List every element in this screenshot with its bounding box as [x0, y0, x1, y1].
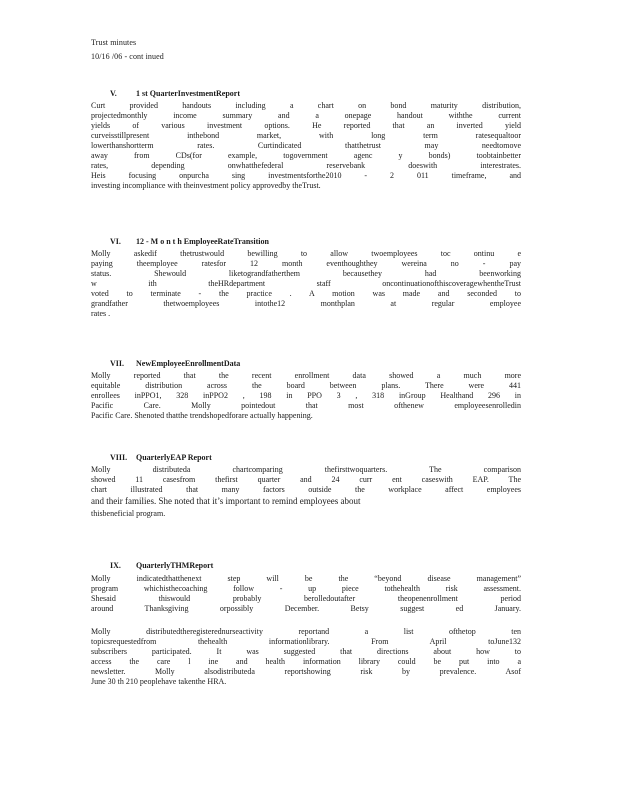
- paragraph-line: rates .: [91, 309, 111, 319]
- paragraph-line: chart illustrated that many factors outside the workplace affect employees: [91, 485, 521, 495]
- paragraph-line: subscribers participated. It was suggested that directions about how to: [91, 647, 521, 657]
- paragraph-line: grandfather thetwoemployees intothe12 monthplan at regular employee: [91, 299, 521, 309]
- section-rate-transition: [91, 236, 521, 319]
- paragraph-line: Molly distributeda chartcomparing thefirsttwoquarters. The comparison: [91, 465, 521, 474]
- paragraph-line: thisbeneficial program.: [91, 509, 166, 519]
- paragraph-line: paying theemployee ratesfor 12 month eventhoughthey wereina no - pay: [91, 259, 521, 269]
- section-paragraph: [91, 249, 521, 319]
- section-paragraph: [91, 101, 521, 191]
- paragraph-line: Molly indicatedthatthenext step will be the “beyond disease management”: [91, 574, 521, 583]
- paragraph-line: program whichisthecoaching follow - up piece tothehealth risk assessment.: [91, 584, 521, 593]
- section-number: VII.: [110, 359, 125, 368]
- section-eap-report: [91, 452, 521, 519]
- paragraph-line: enrollees inPPO1, 328 inPPO2 , 198 in PPO 3 , 318 inGroup Healthand 296 in: [91, 391, 521, 401]
- paragraph-line: projectedmonthly income summary and a onepage handout withthe current: [91, 111, 521, 121]
- paragraph-line: Curt provided handouts including a chart on bond maturity distribution,: [91, 101, 521, 110]
- header-line-1: Trust minutes: [91, 38, 137, 47]
- paragraph-line: showed 11 casesfrom thefirst quarter and 24 curr ent caseswith EAP. The: [91, 475, 521, 485]
- section-number: V.: [110, 89, 117, 98]
- section-number: VI.: [110, 237, 121, 246]
- section-heading: [91, 88, 521, 100]
- paragraph-line: Molly reported that the recent enrollment data showed a much more: [91, 371, 521, 380]
- section-investment-report: [91, 88, 521, 191]
- paragraph-line: Shesaid thiswould probably berolledoutafter theopenenrollment period: [91, 594, 521, 604]
- paragraph-line: equitable distribution across the board between plans. There were 441: [91, 381, 521, 391]
- paragraph-line: access the care l ine and health information library could be put into a: [91, 657, 521, 667]
- section-number: VIII.: [110, 453, 128, 462]
- paragraph-line: Pacific Care. Molly pointedout that most ofthenew employeesenrolledin: [91, 401, 521, 411]
- paragraph-line: Heis focusing onpurcha sing investmentsforthe2010 - 2 011 timeframe, and: [91, 171, 521, 181]
- paragraph-line: June 30 th 210 peoplehave takenthe HRA.: [91, 677, 227, 687]
- section-heading: [91, 560, 521, 572]
- section-enrollment-data: [91, 358, 521, 421]
- paragraph-line: around Thanksgiving orpossibly December. Betsy suggest ed January.: [91, 604, 521, 614]
- paragraph-line: investing incompliance with theinvestment policy approvedby theTrust.: [91, 181, 321, 191]
- paragraph-line: and their families. She noted that it’s important to remind employees about: [91, 496, 361, 507]
- paragraph-line: voted to terminate - the practice . A motion was made and seconded to: [91, 289, 521, 299]
- section-paragraph-2: [91, 627, 521, 687]
- paragraph-line: yields of various investment options. He reported that an inverted yield: [91, 121, 521, 131]
- section-title: NewEmployeeEnrollmentData: [136, 359, 241, 368]
- header-line-2: 10/16 /06 - cont inued: [91, 52, 164, 61]
- section-title: QuarterlyTHMReport: [136, 561, 214, 570]
- paragraph-line: away from CDs(for example, togovernment agenc y bonds) toobtainbetter: [91, 151, 521, 161]
- section-thm-report: [91, 560, 521, 687]
- section-paragraph: [91, 573, 521, 614]
- section-title: 1 st QuarterInvestmentReport: [136, 89, 240, 98]
- paragraph-line: curveisstillpresent inthebond market, with long term ratesequaltoor: [91, 131, 521, 141]
- paragraph-line: newsletter. Molly alsodistributeda reportshowing risk by prevalence. Asof: [91, 667, 521, 677]
- section-title: 12 - M o n t h EmployeeRateTransition: [136, 237, 269, 246]
- paragraph-line: topicsrequestedfrom thehealth informationlibrary. From April toJune132: [91, 637, 521, 647]
- section-heading: [91, 452, 521, 464]
- section-heading: [91, 358, 521, 370]
- paragraph-line: lowerthanshortterm rates. Curtindicated thatthetrust may needtomove: [91, 141, 521, 151]
- paragraph-line: Molly distributedtheregisterednurseactivity reportand a list ofthetop ten: [91, 627, 521, 637]
- section-paragraph: [91, 371, 521, 421]
- section-number: IX.: [110, 561, 121, 570]
- paragraph-line: Pacific Care. Shenoted thatthe trendshopedforare actually happening.: [91, 411, 313, 421]
- paragraph-line: Molly askedif thetrustwould bewilling to allow twoemployees toc ontinu e: [91, 249, 521, 258]
- section-paragraph: [91, 465, 521, 519]
- paragraph-line: w ith theHRdepartment staff oncontinuationofthiscoveragewhentheTrust: [91, 279, 521, 289]
- section-heading: [91, 236, 521, 248]
- paragraph-line: status. Shewould liketograndfatherthem becausethey had beenworking: [91, 269, 521, 279]
- paragraph-line: rates, depending onwhatthefederal reservebank doeswith interestrates.: [91, 161, 521, 171]
- section-title: QuarterlyEAP Report: [136, 453, 212, 462]
